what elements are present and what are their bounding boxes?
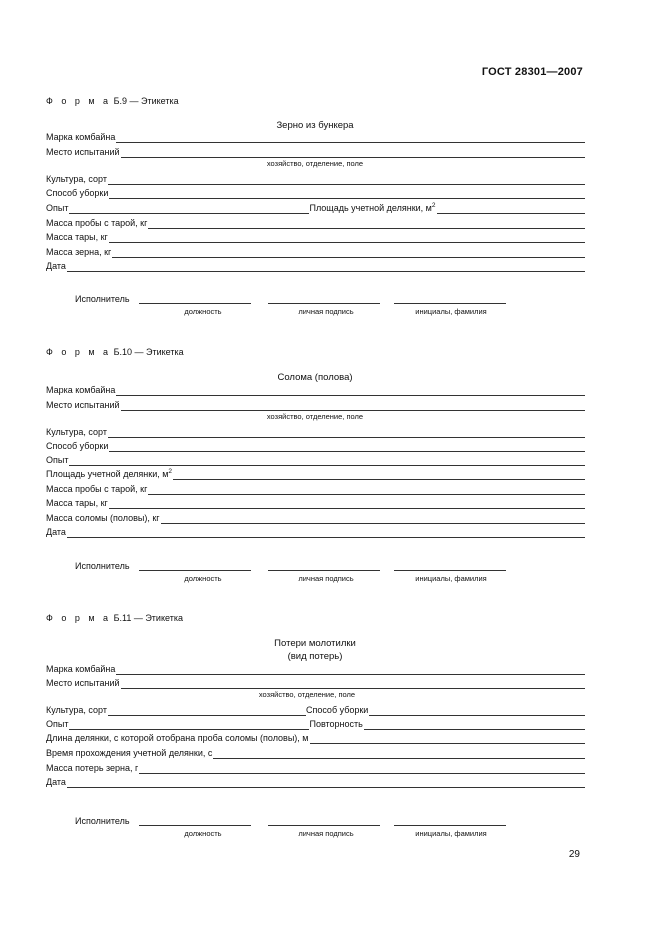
form-b11-loss-row — [46, 761, 585, 774]
form-b11-caption: Потери молотилки — [274, 638, 356, 649]
form-b11-time-field[interactable] — [213, 749, 585, 759]
form-b9-sign-field[interactable] — [268, 303, 380, 304]
form-b11-brand-field[interactable] — [116, 665, 585, 675]
form-b9-name-caption: инициалы, фамилия — [415, 307, 487, 316]
form-b10-date-label: Дата — [46, 527, 66, 537]
form-b10-culture-label: Культура, сорт — [46, 427, 107, 437]
form-b9-culture-label: Культура, сорт — [46, 174, 107, 184]
form-b11-brand-row — [46, 662, 585, 675]
form-b10-area-label: Площадь учетной делянки, $м^2$ — [46, 468, 173, 479]
form-b9-date-row — [46, 259, 585, 272]
form-b10-place-row — [46, 398, 585, 411]
form-b9-tare-label: Масса тары, кг — [46, 232, 108, 242]
form-b11-time-label: Время прохождения учетной делянки, с — [46, 748, 213, 758]
form-b10-sample-field[interactable] — [148, 485, 585, 495]
form-b11-place-row — [46, 676, 585, 689]
form-b10-experiment-label: Опыт — [46, 455, 69, 465]
form-b10-name-field[interactable] — [394, 570, 506, 571]
form-b10-brand-label: Марка комбайна — [46, 385, 116, 395]
form-b10-brand-field[interactable] — [116, 386, 585, 396]
form-b11-loss-label: Масса потерь зерна, г — [46, 763, 139, 773]
form-b9-method-label: Способ уборки — [46, 188, 109, 198]
form-b10-signature-label: Исполнитель — [75, 561, 130, 571]
form-b11-place-hint: хозяйство, отделение, поле — [258, 690, 356, 699]
form-b10-straw-label: Масса соломы (половы), кг — [46, 513, 160, 523]
form-b11-culture-field[interactable] — [108, 706, 306, 716]
form-b10-sign-caption: личная подпись — [298, 574, 354, 583]
form-b10-date-field[interactable] — [67, 528, 585, 538]
page-number: 29 — [568, 849, 580, 860]
form-b11-repeat-field[interactable] — [364, 720, 585, 730]
form-b10-position-caption: должность — [184, 574, 222, 583]
form-b9-sample-field[interactable] — [148, 219, 585, 229]
form-b10-title-prefix: Ф о р м а — [46, 347, 112, 357]
form-b11-repeat-label: Повторность — [309, 719, 363, 729]
form-b9-tare-field[interactable] — [109, 233, 585, 243]
form-b9-grain-label: Масса зерна, кг — [46, 247, 112, 257]
form-b11-length-row — [46, 731, 585, 744]
form-b10-experiment-row — [46, 453, 585, 466]
form-b10-straw-row — [46, 511, 585, 524]
form-b9-tare-row — [46, 230, 585, 243]
form-b9-sign-caption: личная подпись — [298, 307, 354, 316]
form-b10-method-label: Способ уборки — [46, 441, 109, 451]
form-b9-method-row — [46, 186, 585, 199]
form-b9-place-row — [46, 145, 585, 158]
form-b11-date-row — [46, 775, 585, 788]
form-b11-position-field[interactable] — [139, 825, 251, 826]
form-b10-place-field[interactable] — [121, 401, 585, 411]
form-b11-name-caption: инициалы, фамилия — [415, 829, 487, 838]
form-b11-loss-field[interactable] — [139, 764, 585, 774]
form-b9-caption: Зерно из бункера — [276, 120, 354, 131]
form-b11-signature — [75, 816, 130, 828]
form-b9-area-label: Площадь учетной делянки, $м^2$ — [309, 202, 436, 213]
form-b11-culture-label: Культура, сорт — [46, 705, 107, 715]
form-b9-culture-field[interactable] — [108, 175, 585, 185]
form-b11-sign-caption: личная подпись — [298, 829, 354, 838]
form-b10-sign-field[interactable] — [268, 570, 380, 571]
form-b9-name-field[interactable] — [394, 303, 506, 304]
form-b10-sample-row — [46, 482, 585, 495]
form-b9-sample-label: Масса пробы с тарой, кг — [46, 218, 148, 228]
form-b9-signature-label: Исполнитель — [75, 294, 130, 304]
form-b11-name-field[interactable] — [394, 825, 506, 826]
standard-header: ГОСТ 28301—2007 — [481, 66, 583, 78]
form-b10-name-caption: инициалы, фамилия — [415, 574, 487, 583]
form-b9-grain-row — [46, 245, 585, 258]
form-b9-sample-row — [46, 216, 585, 229]
form-b9-title-prefix: Ф о р м а — [46, 96, 112, 106]
form-b9-date-label: Дата — [46, 261, 66, 271]
form-b11-method-field[interactable] — [369, 706, 585, 716]
form-b9-experiment-field[interactable] — [69, 204, 309, 214]
form-b10-position-field[interactable] — [139, 570, 251, 571]
form-b10-tare-row — [46, 496, 585, 509]
form-b9-date-field[interactable] — [67, 262, 585, 272]
form-b9-position-field[interactable] — [139, 303, 251, 304]
form-b10-title — [46, 347, 184, 357]
form-b11-length-label: Длина делянки, с которой отобрана проба соломы (половы), м — [46, 733, 309, 743]
form-b11-experiment-label: Опыт — [46, 719, 69, 729]
form-b10-culture-field[interactable] — [108, 428, 585, 438]
form-b11-experiment-row — [46, 717, 585, 730]
form-b10-tare-label: Масса тары, кг — [46, 498, 108, 508]
form-b10-method-row — [46, 439, 585, 452]
form-b9-culture-row — [46, 172, 585, 185]
form-b9-area-field[interactable] — [437, 204, 586, 214]
form-b10-area-field[interactable] — [173, 470, 585, 480]
form-b11-position-caption: должность — [184, 829, 222, 838]
form-b10-sample-label: Масса пробы с тарой, кг — [46, 484, 148, 494]
form-b11-brand-label: Марка комбайна — [46, 664, 116, 674]
form-b9-grain-field[interactable] — [112, 248, 585, 258]
form-b10-culture-row — [46, 425, 585, 438]
form-b11-title-rest: Б.11 — Этикетка — [113, 613, 183, 623]
form-b11-experiment-field[interactable] — [69, 720, 309, 730]
form-b9-experiment-row — [46, 201, 585, 214]
form-b9-brand-label: Марка комбайна — [46, 132, 116, 142]
form-b10-date-row — [46, 525, 585, 538]
form-b11-caption-sub: (вид потерь) — [287, 651, 343, 662]
form-b10-straw-field[interactable] — [161, 514, 585, 524]
form-b10-place-label: Место испытаний — [46, 400, 120, 410]
form-b10-method-field[interactable] — [109, 442, 585, 452]
form-b10-caption: Солома (полова) — [277, 372, 353, 383]
form-b9-method-field[interactable] — [109, 189, 585, 199]
form-b10-signature — [75, 561, 130, 573]
form-b10-brand-row — [46, 383, 585, 396]
form-b9-place-label: Место испытаний — [46, 147, 120, 157]
form-b11-date-label: Дата — [46, 777, 66, 787]
form-b10-area-row — [46, 467, 585, 480]
form-b11-place-label: Место испытаний — [46, 678, 120, 688]
form-b10-experiment-field[interactable] — [69, 456, 585, 466]
form-b11-time-row — [46, 746, 585, 759]
form-b11-culture-row — [46, 703, 585, 716]
form-b9-brand-row — [46, 130, 585, 143]
form-b10-place-hint: хозяйство, отделение, поле — [266, 412, 364, 421]
form-b11-title — [46, 613, 183, 623]
form-b9-position-caption: должность — [184, 307, 222, 316]
form-b9-experiment-label: Опыт — [46, 203, 69, 213]
form-b9-title — [46, 96, 179, 106]
form-b9-place-field[interactable] — [121, 148, 585, 158]
form-b11-length-field[interactable] — [310, 734, 586, 744]
form-b11-date-field[interactable] — [67, 778, 585, 788]
form-b11-title-prefix: Ф о р м а — [46, 613, 112, 623]
form-b9-signature — [75, 294, 130, 306]
form-b11-sign-field[interactable] — [268, 825, 380, 826]
form-b9-title-rest: Б.9 — Этикетка — [113, 96, 179, 106]
form-b9-place-hint: хозяйство, отделение, поле — [266, 159, 364, 168]
form-b9-brand-field[interactable] — [116, 133, 585, 143]
form-b10-title-rest: Б.10 — Этикетка — [113, 347, 184, 357]
form-b11-place-field[interactable] — [121, 679, 585, 689]
form-b11-signature-label: Исполнитель — [75, 816, 130, 826]
form-b11-method-label: Способ уборки — [305, 705, 369, 715]
form-b10-tare-field[interactable] — [109, 499, 585, 509]
